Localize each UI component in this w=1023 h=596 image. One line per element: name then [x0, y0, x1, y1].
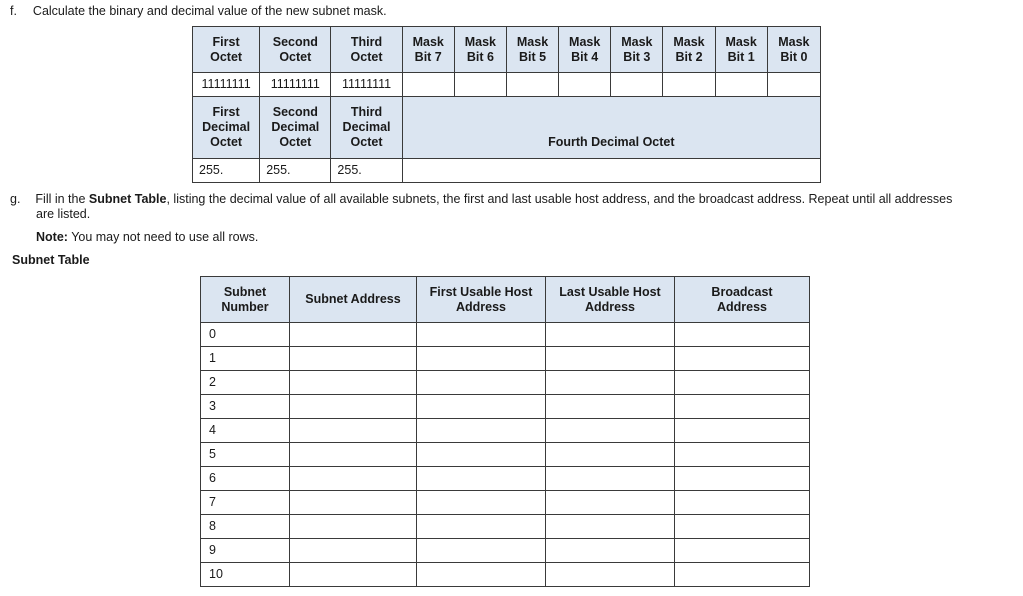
subnet-address-cell[interactable] [290, 371, 417, 395]
broadcast-address-cell[interactable] [675, 371, 810, 395]
subnet-number-cell: 4 [201, 419, 290, 443]
table-row [201, 491, 810, 515]
subnet-number-cell: 3 [201, 395, 290, 419]
step-g [10, 192, 1020, 222]
header-subnet-number: Subnet Number [201, 277, 290, 323]
binary-third-octet: 11111111 [331, 73, 402, 97]
mask-bit-7-input[interactable] [402, 73, 454, 97]
header-last-usable-host: Last Usable Host Address [546, 277, 675, 323]
table-row [201, 515, 810, 539]
header-mask-bit-7: Mask Bit 7 [402, 27, 454, 73]
header-second-octet: Second Octet [260, 27, 331, 73]
decimal-header-row [193, 97, 821, 159]
header-mask-bit-3: Mask Bit 3 [611, 27, 663, 73]
table-row [201, 371, 810, 395]
header-mask-bit-2: Mask Bit 2 [663, 27, 715, 73]
note-text: You may not need to use all rows. [67, 230, 259, 244]
first-usable-host-cell[interactable] [417, 323, 546, 347]
last-usable-host-cell[interactable] [546, 515, 675, 539]
first-usable-host-cell[interactable] [417, 443, 546, 467]
first-usable-host-cell[interactable] [417, 563, 546, 587]
subnet-number-cell: 9 [201, 539, 290, 563]
table-row [201, 347, 810, 371]
subnet-number-cell: 1 [201, 347, 290, 371]
binary-first-octet: 11111111 [193, 73, 260, 97]
fourth-decimal-octet-input[interactable] [402, 159, 820, 183]
table-row [201, 395, 810, 419]
subnet-address-cell[interactable] [290, 491, 417, 515]
broadcast-address-cell[interactable] [675, 539, 810, 563]
step-g-text-after: , listing the decimal value of all available subnets, the first and last usable host address, and the broadcast address. Repeat until all addresses [166, 192, 953, 206]
header-mask-bit-4: Mask Bit 4 [559, 27, 611, 73]
subnet-address-cell[interactable] [290, 419, 417, 443]
subnet-address-cell[interactable] [290, 539, 417, 563]
subnet-address-cell[interactable] [290, 395, 417, 419]
table-row [201, 563, 810, 587]
note [36, 230, 258, 244]
first-usable-host-cell[interactable] [417, 515, 546, 539]
broadcast-address-cell[interactable] [675, 443, 810, 467]
header-mask-bit-1: Mask Bit 1 [715, 27, 767, 73]
broadcast-address-cell[interactable] [675, 467, 810, 491]
broadcast-address-cell[interactable] [675, 347, 810, 371]
header-fourth-decimal-octet: Fourth Decimal Octet [402, 97, 820, 159]
header-broadcast-address: Broadcast Address [675, 277, 810, 323]
subnet-address-cell[interactable] [290, 515, 417, 539]
subnet-table [200, 276, 810, 587]
mask-bit-6-input[interactable] [454, 73, 506, 97]
mask-bit-0-input[interactable] [767, 73, 820, 97]
broadcast-address-cell[interactable] [675, 491, 810, 515]
mask-bit-5-input[interactable] [506, 73, 558, 97]
table-row [201, 419, 810, 443]
mask-table [192, 26, 821, 183]
subnet-address-cell[interactable] [290, 563, 417, 587]
first-usable-host-cell[interactable] [417, 371, 546, 395]
header-third-octet: Third Octet [331, 27, 402, 73]
step-f-marker: f. [10, 4, 17, 18]
step-g-text-line2: are listed. [36, 207, 91, 221]
last-usable-host-cell[interactable] [546, 563, 675, 587]
decimal-row [193, 159, 821, 183]
mask-bit-4-input[interactable] [559, 73, 611, 97]
step-g-text-before: Fill in the [35, 192, 89, 206]
header-subnet-address: Subnet Address [290, 277, 417, 323]
subnet-number-cell: 5 [201, 443, 290, 467]
subnet-header-row [201, 277, 810, 323]
subnet-number-cell: 7 [201, 491, 290, 515]
first-usable-host-cell[interactable] [417, 347, 546, 371]
subnet-address-cell[interactable] [290, 467, 417, 491]
first-usable-host-cell[interactable] [417, 467, 546, 491]
step-g-marker: g. [10, 192, 21, 206]
first-usable-host-cell[interactable] [417, 539, 546, 563]
last-usable-host-cell[interactable] [546, 371, 675, 395]
table-row [201, 467, 810, 491]
broadcast-address-cell[interactable] [675, 515, 810, 539]
binary-second-octet: 11111111 [260, 73, 331, 97]
decimal-second-octet: 255. [260, 159, 331, 183]
header-mask-bit-6: Mask Bit 6 [454, 27, 506, 73]
binary-row [193, 73, 821, 97]
header-third-decimal-octet: Third Decimal Octet [331, 97, 402, 159]
last-usable-host-cell[interactable] [546, 443, 675, 467]
last-usable-host-cell[interactable] [546, 491, 675, 515]
table-row [201, 443, 810, 467]
subnet-number-cell: 10 [201, 563, 290, 587]
header-mask-bit-0: Mask Bit 0 [767, 27, 820, 73]
header-first-octet: First Octet [193, 27, 260, 73]
first-usable-host-cell[interactable] [417, 491, 546, 515]
subnet-number-cell: 0 [201, 323, 290, 347]
step-f [10, 4, 387, 18]
last-usable-host-cell[interactable] [546, 395, 675, 419]
mask-bit-1-input[interactable] [715, 73, 767, 97]
table-row [201, 323, 810, 347]
note-label: Note: [36, 230, 68, 244]
last-usable-host-cell[interactable] [546, 467, 675, 491]
broadcast-address-cell[interactable] [675, 419, 810, 443]
mask-bit-2-input[interactable] [663, 73, 715, 97]
subnet-number-cell: 8 [201, 515, 290, 539]
subnet-address-cell[interactable] [290, 323, 417, 347]
subnet-address-cell[interactable] [290, 347, 417, 371]
last-usable-host-cell[interactable] [546, 347, 675, 371]
mask-bit-3-input[interactable] [611, 73, 663, 97]
subnet-address-cell[interactable] [290, 443, 417, 467]
broadcast-address-cell[interactable] [675, 395, 810, 419]
last-usable-host-cell[interactable] [546, 419, 675, 443]
table-row [201, 539, 810, 563]
decimal-first-octet: 255. [193, 159, 260, 183]
last-usable-host-cell[interactable] [546, 539, 675, 563]
header-first-decimal-octet: First Decimal Octet [193, 97, 260, 159]
step-f-text: Calculate the binary and decimal value of the new subnet mask. [32, 4, 387, 18]
subnet-number-cell: 6 [201, 467, 290, 491]
broadcast-address-cell[interactable] [675, 563, 810, 587]
subnet-table-title: Subnet Table [12, 253, 90, 267]
header-second-decimal-octet: Second Decimal Octet [260, 97, 331, 159]
mask-header-row [193, 27, 821, 73]
header-mask-bit-5: Mask Bit 5 [506, 27, 558, 73]
header-first-usable-host: First Usable Host Address [417, 277, 546, 323]
subnet-rows [201, 323, 810, 587]
subnet-number-cell: 2 [201, 371, 290, 395]
broadcast-address-cell[interactable] [675, 323, 810, 347]
decimal-third-octet: 255. [331, 159, 402, 183]
step-g-text-bold: Subnet Table [88, 192, 167, 206]
first-usable-host-cell[interactable] [417, 419, 546, 443]
last-usable-host-cell[interactable] [546, 323, 675, 347]
first-usable-host-cell[interactable] [417, 395, 546, 419]
